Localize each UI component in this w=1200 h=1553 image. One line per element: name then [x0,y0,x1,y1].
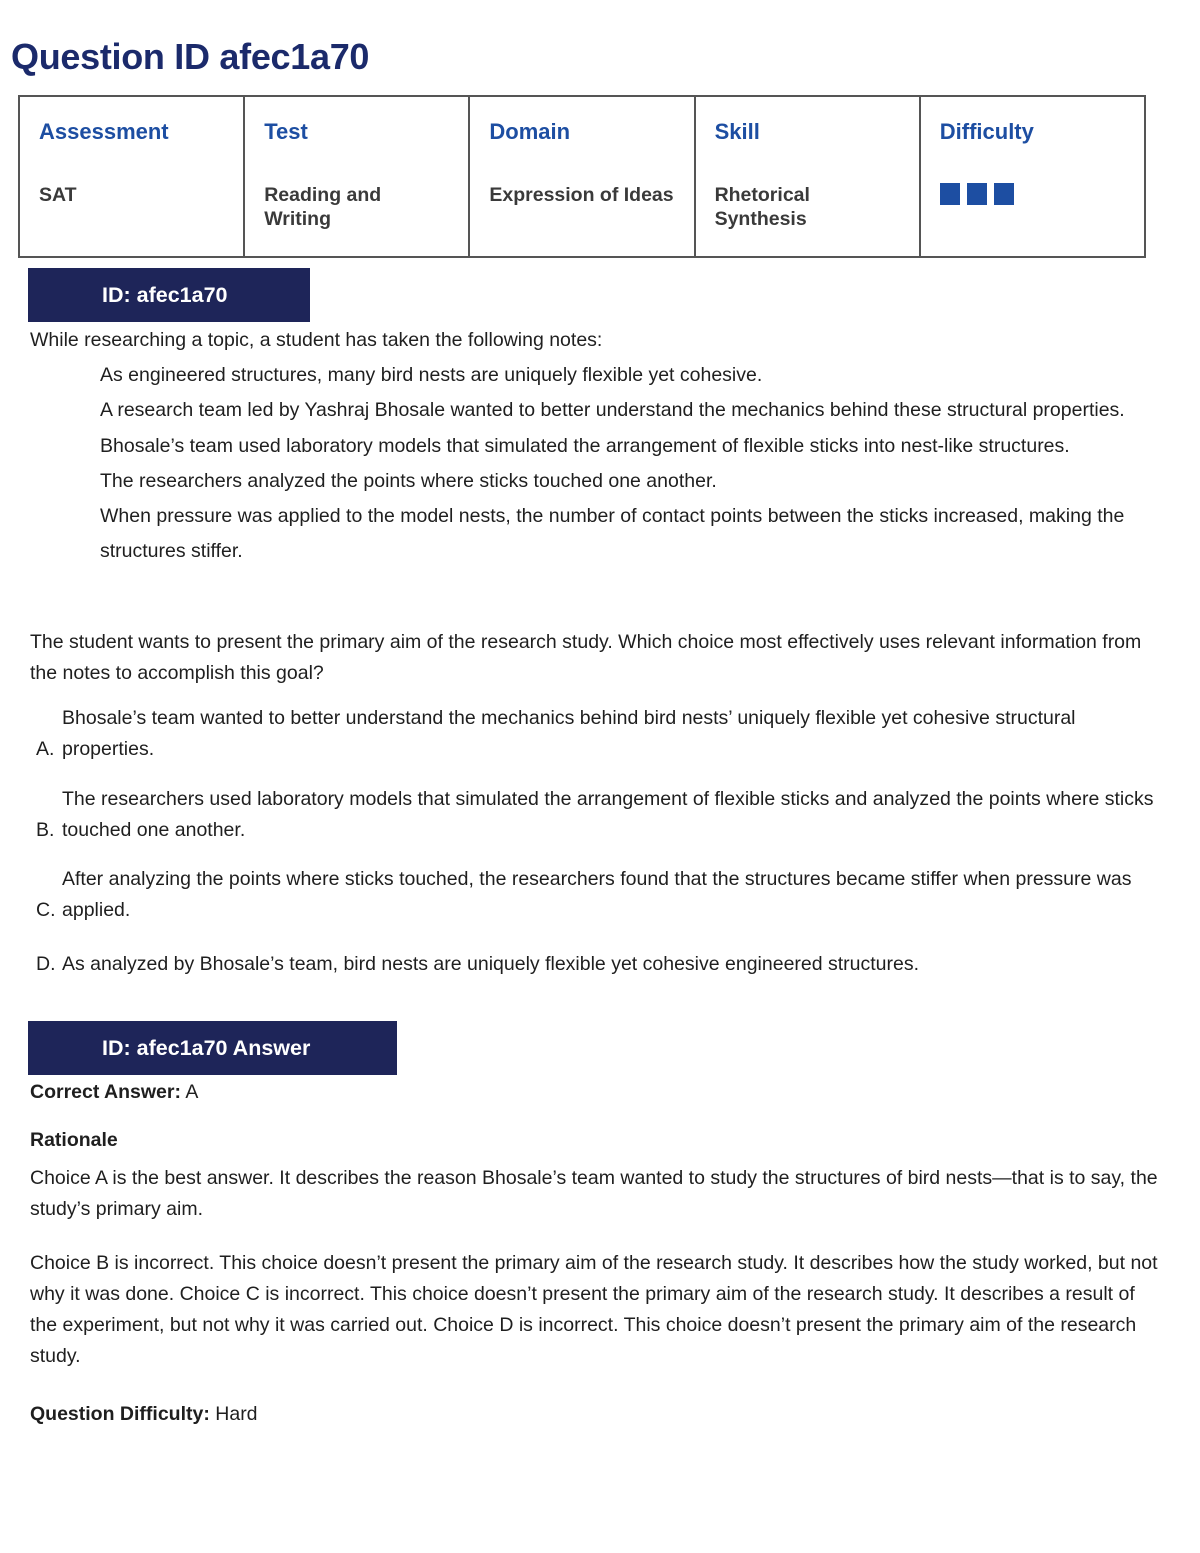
test-label: Test [264,119,308,144]
domain-cell [469,96,694,257]
choice-a[interactable] [36,703,1166,765]
question-metadata-table [18,95,1146,258]
assessment-label: Assessment [39,119,169,144]
choice-text: Bhosale’s team wanted to better understand the mechanics behind bird nests’ uniquely flexible yet cohesive structural properties. [62,707,1076,760]
page-title: Question ID afec1a70 [11,36,370,77]
difficulty-bar [940,183,960,205]
question-prompt: The student wants to present the primary aim of the research study. Which choice most effectively uses relevant information from the notes to accomplish this goal? [30,631,1142,684]
intro-text: While researching a topic, a student has taken the following notes: [30,329,603,351]
note-item: When pressure was applied to the model nests, the number of contact points between the sticks increased, making the structures stiffer. [100,505,1125,563]
question-difficulty-label: Question Difficulty: [30,1403,210,1425]
choice-letter: D. [36,953,56,975]
domain-value: Expression of Ideas [489,184,674,206]
skill-cell [695,96,920,257]
choice-letter: A. [36,738,55,760]
choice-b[interactable] [36,784,1166,846]
choice-text: As analyzed by Bhosale’s team, bird nests are uniquely flexible yet cohesive engineered structures. [62,953,920,975]
choice-letter: B. [36,819,55,841]
test-cell [244,96,469,257]
correct-answer-label: Correct Answer: [30,1081,181,1103]
difficulty-indicator [940,183,1126,205]
assessment-cell [19,96,244,257]
rationale-heading: Rationale [30,1129,118,1151]
question-difficulty-value: Hard [215,1403,258,1425]
difficulty-cell [920,96,1145,257]
test-value: Reading and Writing [264,184,382,230]
question-difficulty [30,1399,258,1430]
choice-text: After analyzing the points where sticks touched, the researchers found that the structures became stiffer when pressure was applied. [62,868,1132,921]
skill-label: Skill [714,119,760,144]
note-item: A research team led by Yashraj Bhosale wanted to better understand the mechanics behind these structural properties. [100,399,1125,422]
rationale-paragraph: Choice B is incorrect. This choice doesn’t present the primary aim of the research study. It describes how the study worked, but not why it was done. Choice C is incorrect. This choice doesn’t present the primary aim of the research study. It describes a result of the experiment, but not why it was carried out. Choice D is incorrect. This choice doesn’t present the primary aim of the research study. [30,1252,1158,1367]
correct-answer [30,1077,198,1108]
answer-id-banner: ID: afec1a70 Answer [28,1021,397,1075]
difficulty-bar [967,183,987,205]
note-item: The researchers analyzed the points where sticks touched one another. [100,469,717,492]
choice-d[interactable] [36,949,1166,980]
notes-list [100,358,1160,570]
choice-text: The researchers used laboratory models that simulated the arrangement of flexible sticks and analyzed the points where sticks touched one another. [62,788,1154,841]
difficulty-label: Difficulty [939,119,1034,144]
assessment-value: SAT [39,184,77,206]
skill-value: Rhetorical Synthesis [714,184,810,230]
choice-letter: C. [36,899,56,921]
rationale-paragraph: Choice A is the best answer. It describes the reason Bhosale’s team wanted to study the structures of bird nests—that is to say, the study’s primary aim. [30,1167,1158,1220]
choice-c[interactable] [36,864,1166,926]
correct-answer-value: A [185,1081,199,1103]
domain-label: Domain [489,119,571,144]
note-item: Bhosale’s team used laboratory models that simulated the arrangement of flexible sticks into nest-like structures. [100,434,1070,457]
difficulty-bar [994,183,1014,205]
note-item: As engineered structures, many bird nests are uniquely flexible yet cohesive. [100,364,763,386]
question-id-banner: ID: afec1a70 [28,268,310,322]
